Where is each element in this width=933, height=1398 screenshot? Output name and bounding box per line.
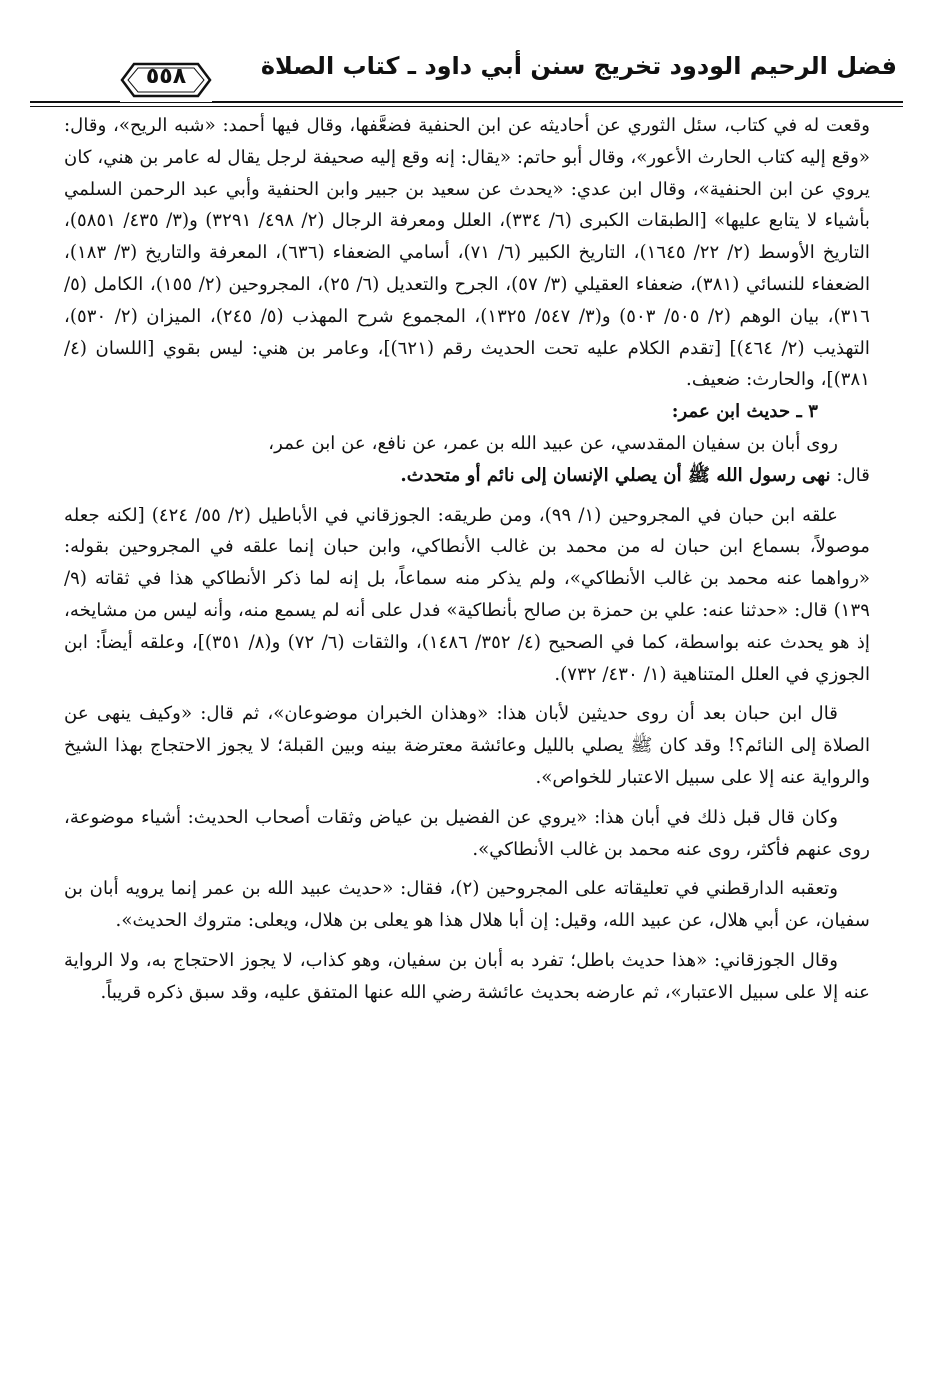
header-title: فضل الرحيم الودود تخريج سنن أبي داود ـ كتاب الصلاة [253, 52, 897, 80]
page-number: ٥٥٨ [145, 64, 187, 89]
running-header [30, 48, 903, 108]
hadith-matn-lead: قال: [836, 464, 870, 486]
paragraph-ibn-alhanafiyya-narrator: وقعت له في كتاب، سئل الثوري عن أحاديثه عن ابن الحنفية فضعَّفها، وقال فيها أحمد: «شبه الريح»، وقال: «وقع إليه كتاب الحارث الأعور»، وقال أبو حاتم: «يقال: إنه وقع إليه صحيفة لرجل يقال له عامر بن هني، كان يروي عن ابن الحنفية»، وقال ابن عدي: «يحدث عن سعيد بن جبير وابن الحنفية وأبي عبد الرحمن السلمي بأشياء لا يتابع عليها» [الطبقات الكبرى (٦/ ٣٣٤)، العلل ومعرفة الرجال (٢/ ٤٩٨/ ٣٢٩١) و(٣/ ٤٣٥/ ٥٨٥١)، التاريخ الأوسط (٢/ ٢٢/ ١٦٤٥)، التاريخ الكبير (٦/ ٧١)، أسامي الضعفاء (٦٣٦)، المعرفة والتاريخ (٣/ ١٨٣)، الضعفاء للنسائي (٣٨١)، ضعفاء العقيلي (٣/ ٥٧)، الجرح والتعديل (٦/ ٢٥)، المجروحين (٢/ ١٥٥)، الكامل (٥/ ٣١٦)، بيان الوهم (٢/ ٥٠٥/ ٥٠٣) و(٣/ ٥٤٧/ ١٣٢٥)، المجموع شرح المهذب (٥/ ٢٤٥)، الميزان (٢/ ٥٣٠)، التهذيب (٢/ ٤٦٤)] [تقدم الكلام عليه تحت الحديث رقم (٦٢١)]، وعامر بن هني: ليس بقوي [اللسان (٤/ ٣٨١)]، والحارث: ضعيف. [64, 115, 870, 391]
paragraph-ibn-hibban-verdict: قال ابن حبان بعد أن روى حديثين لأبان هذا: «وهذان الخبران موضوعان»، ثم قال: «وكيف ينهى عن الصلاة إلى النائم؟! وقد كان ﷺ يصلي بالليل وعائشة معترضة بينه وبين القبلة؛ لا يجوز الاحتجاج بهذا الشيخ والرواية عنه إلا على سبيل الاعتبار للخواص». [64, 703, 870, 788]
page-body [64, 110, 870, 1009]
paragraph-takhrij: علقه ابن حبان في المجروحين (١/ ٩٩)، ومن طريقه: الجوزقاني في الأباطيل (٢/ ٥٥/ ٤٢٤) [لكنه جعله موصولاً، بسماع ابن حبان له من محمد بن غالب الأنطاكي، وابن حبان إنما علقه في المجروحين بقوله: «رواهما عنه محمد بن غالب الأنطاكي»، ولم يذكر منه سماعاً، بل إنه لما ذكر الأنطاكي هذا في ثقاته (٩/ ١٣٩) قال: «حدثنا عنه: علي بن حمزة بن صالح بأنطاكية» فدل على أنه لم يسمع منه، وأنه ليس من مشايخه، إذ هو يحدث عنه بواسطة، كما في الصحيح (٤/ ٣٥٢/ ١٤٨٦)، والثقات (٦/ ٧٢) و(٨/ ٣٥١)]، وعلقه أيضاً: ابن الجوزي في العلل المتناهية (١/ ٤٣٠/ ٧٣٢). [64, 504, 870, 685]
hadith-matn-text: نهى رسول الله ﷺ أن يصلي الإنسان إلى نائم أو متحدث. [400, 464, 831, 486]
hadith-chain-text: روى أبان بن سفيان المقدسي، عن عبيد الله بن عمر، عن نافع، عن ابن عمر، [268, 432, 838, 454]
paragraph-aban-description: وكان قال قبل ذلك في أبان هذا: «يروي عن الفضيل بن عياض وثقات أصحاب الحديث: أشياء موضوعة، روى عنهم فأكثر، روى عنه محمد بن غالب الأنطاكي». [64, 806, 870, 860]
paragraph-daraqutni-comment: وتعقبه الدارقطني في تعليقاته على المجروحين (٢)، فقال: «حديث عبيد الله بن عمر إنما يرويه أبان بن سفيان، عن أبي هلال، عن عبيد الله، وقيل: إن أبا هلال هذا هو يعلى بن هلال، ويعلى: متروك الحديث». [64, 878, 870, 932]
header-rule-thin [30, 106, 903, 107]
page-number-badge [120, 58, 212, 102]
section-heading-ibn-umar: ٣ ـ حديث ابن عمر: [671, 401, 818, 423]
paragraph-jawzaqani-verdict: وقال الجوزقاني: «هذا حديث باطل؛ تفرد به أبان بن سفيان، وهو كذاب، لا يجوز الاحتجاج به، ولا الرواية عنه إلا على سبيل الاعتبار»، ثم عارضه بحديث عائشة رضي الله عنها المتفق عليه، وقد سبق ذكره قريباً. [64, 949, 870, 1003]
paragraph-hadith-chain [64, 428, 870, 492]
